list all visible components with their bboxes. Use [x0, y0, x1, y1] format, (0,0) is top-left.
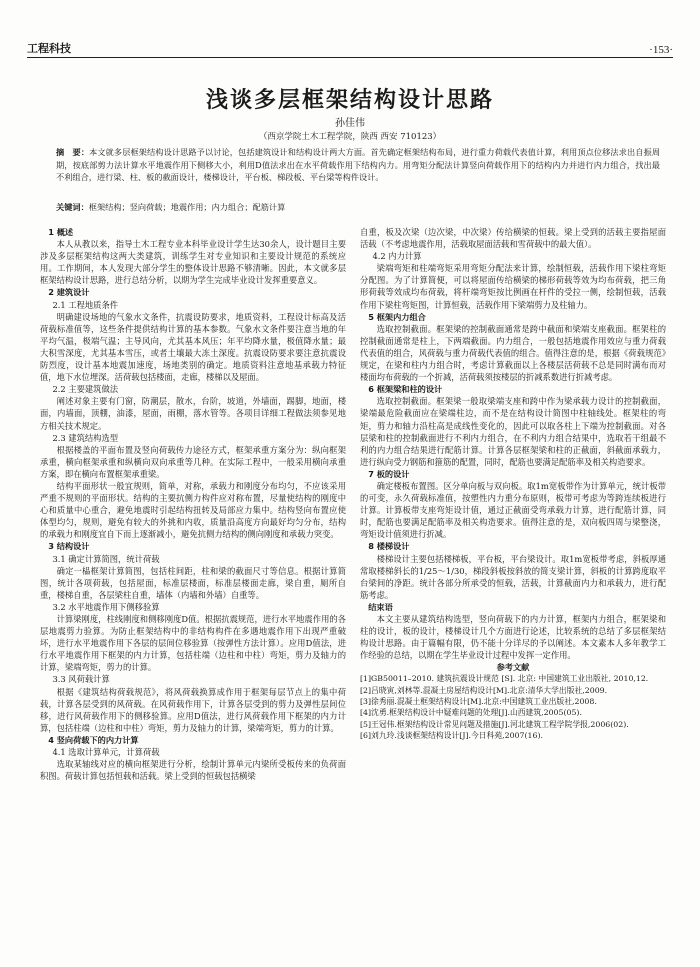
paragraph: 本文主要从建筑结构选型，竖向荷载下的内力计算，框架内力组合，框架梁和柱的设计，板的设计，楼梯设计几个方面进行论述，比较系统的总结了多层框架结构设计思路。由于篇幅有限，仍不能十分详尽的予以阐述。本文素本人多年教学工作经验的总结，以期在学生毕业设计过程中发挥一定作用。 [360, 614, 666, 661]
paragraph: 选取控制截面。框架梁的控制截面通常是跨中截面和梁端支座截面。框架柱的控制截面通常是柱上，下两端截面。内力组合，一般包括地震作用效应与重力荷载代表值的组合，风荷载与重力荷载代表值的组合。值得注意的是，根据《荷载规范》规定，在梁和柱内力组合时，考虑计算截面以上各楼层活荷载不总是同时满布而对楼面均布荷载的一个折减，活荷载须按楼层的折减系数进行折减考虑。 [360, 323, 666, 383]
abstract-label: 摘 要： [56, 147, 90, 157]
paragraph: 明确建设场地的气象水文条件，抗震设防要求，地质资料，工程设计标高及活荷载标准值等，这些条件提供结构计算的基本参数。气象水文条件要注意当地的年平均气温，极端气温；主导风向，尤其基本风压；年平均降水量，极值降水量；最大积雪深度，尤其基本雪压，或者土壤最大冻土深度。抗震设防要求要注意抗震设防烈度，设计基本地震加速度，场地类别的确定。地质资料注意地基承载力特征值，地下水位埋深。活荷载包括楼面，走廊，楼梯以及屋面。 [40, 311, 346, 383]
subsection-heading: 4.1 选取计算单元，计算荷载 [52, 747, 160, 758]
subsection-heading: 3.2 水平地震作用下侧移验算 [52, 601, 160, 612]
reference-item: [1]GB50011–2010. 建筑抗震设计规范 [S]. 北京: 中国建筑工业出版社, 2010,12. [360, 674, 649, 684]
section-heading: 4 竖向荷载下的内力计算 [48, 734, 139, 745]
subsection-heading: 2.2 主要建筑做法 [52, 384, 119, 395]
section-heading: 7 板的设计 [368, 468, 410, 479]
references-heading: 参考文献 [496, 662, 530, 673]
reference-item: [6]刘九玲.浅谈框架结构设计[J].今日科苑,2007(16). [360, 730, 543, 740]
running-header [27, 36, 673, 56]
journal-section-name: 工程科技 [27, 42, 71, 55]
abstract [56, 146, 660, 184]
paragraph: 阐述对象主要有门窗，防潮层，散水，台阶，坡道，外墙面，踢脚，地面，楼面，内墙面，顶棚，油漆，屋面，雨棚，落水管等。各项目详细工程做法须参见地方相关技术规定。 [40, 396, 346, 431]
paragraph: 计算梁刚度，柱线刚度和侧移刚度D值。根据抗震规范，进行水平地震作用的各层地震剪力验算。为防止框架结构中的非结构构件在多遇地震作用下出现严重破坏，进行水平地震作用下各层的层间位移验算（按弹性方法计算）。应用D值法，进行水平地震作用下框架的内力计算，包括柱端（边柱和中柱）弯矩，剪力及轴力的计算，梁端弯矩，剪力的计算。 [40, 614, 346, 673]
paragraph: 根据楼盖的平面布置及竖向荷载传力途径方式，框架承重方案分为：纵向框架承重，横向框架承重和纵横向双向承重等几种。在实际工程中，一般采用横向承重方案，即在横向布置框架承重梁。 [40, 444, 346, 479]
header-rule [27, 57, 673, 58]
paragraph: 本人从教以来，指导土木工程专业本科毕业设计学生达30余人，设计题目主要涉及多层框架结构这两大类建筑，训练学生对专业知识和主要设计规范的系统应用。工作期间，本人发现大部分学生的整体设计思路不够清晰。因此，本文就多层框架结构设计思路，进行总结分析，以期为学生完成毕业设计发挥重要意义。 [40, 239, 346, 286]
page-number: ·153· [649, 44, 673, 56]
reference-item: [5]王冠伟.框架结构设计常见问题及措施[J].河北建筑工程学院学报,2006(02). [360, 719, 629, 729]
reference-list [360, 673, 666, 741]
article-author: 孙佳伟 [335, 118, 365, 129]
article-title: 浅谈多层框架结构设计思路 [205, 88, 494, 113]
keywords-text: 框架结构；竖向荷载；地震作用；内力组合；配筋计算 [88, 202, 286, 212]
paragraph: 选取某轴线对应的横向框架进行分析，绘制计算单元内梁所受板传来的负荷面积图。荷载计算包括恒载和活载。梁上受到的恒载包括横梁 [40, 759, 346, 782]
subsection-heading: 2.1 工程地质条件 [52, 299, 119, 310]
abstract-text: 本文就多层框架结构设计思路予以讨论，包括建筑设计和结构设计两大方面。首先确定框架结构布局，进行重力荷载代表值计算，利用顶点位移法求出自振周期，按底部剪力法计算水平地震作用下侧移大小，利用D值法求出在水平荷载作用下结构内力。用弯矩分配法计算竖向荷载作用下的结构内力并进行内力组合，找出最不利组合，进行梁、柱、板的截面设计，楼梯设计，平台板、梯段板、平台梁等构件设计。 [56, 147, 660, 183]
section-heading: 3 结构设计 [48, 541, 90, 552]
reference-item: [4]沈勇.框架结构设计中疑难问题的处理[J].山西建筑,2005(05). [360, 708, 582, 718]
section-heading: 6 框架梁和柱的设计 [368, 384, 443, 395]
subsection-heading: 4.2 内力计算 [372, 251, 422, 262]
subsection-heading: 3.1 确定计算简图，统计荷载 [52, 553, 160, 564]
paragraph: 根据《建筑结构荷载规范》，将风荷载换算成作用于框架每层节点上的集中荷载，计算各层受到的风荷载。在风荷载作用下，计算各层受到的剪力及弹性层间位移，进行风荷载作用下的侧移验算。应用D值法，进行风荷载作用下框架的内力计算，包括柱端（边柱和中柱）弯矩，剪力及轴力的计算，梁端弯矩，剪力的计算。 [40, 686, 346, 733]
paragraph: 梁端弯矩和柱端弯矩采用弯矩分配法来计算，绘制恒载，活载作用下梁柱弯矩分配图。为了计算简便，可以将屋面传给横梁的梯形荷载等效为均布荷载，把三角形荷载等效成均布荷载，将杆端弯矩按比例画在杆件的受拉一侧，绘制恒载，活载作用下梁柱弯矩图，计算恒载，活载作用下梁端剪力及柱轴力。 [360, 263, 666, 310]
subsection-heading: 2.3 建筑结构选型 [52, 432, 119, 443]
paragraph: 自重，板及次梁（边次梁，中次梁）传给横梁的恒载。梁上受到的活载主要指屋面活载（不考虑地震作用，活载取屋面活载和雪荷载中的最大值）。 [360, 227, 666, 250]
keywords-label: 关键词： [56, 202, 89, 212]
section-heading: 1 概述 [48, 227, 74, 237]
conclusion-heading: 结束语 [368, 601, 393, 612]
paragraph: 结构平面形状一般宜规则，简单，对称，承载力和刚度分布均匀，不应该采用严重不规则的平面形状。结构的主要抗侧力构件应对称布置，尽量使结构的刚度中心和质量中心重合，避免地震时引起结构扭转及局部应力集中。结构竖向布置应使体型均匀，规则，避免有较大的外挑和内收，质量沿高度方向最好均匀分布，结构的承载力和刚度宜自下而上逐渐减小，避免抗侧力结构的侧向刚度和承载力突变。 [40, 480, 346, 540]
section-heading: 5 框架内力组合 [368, 311, 426, 322]
section-heading: 2 建筑设计 [48, 287, 90, 298]
section-heading: 8 楼梯设计 [368, 541, 410, 552]
paragraph: 确定一榀框架计算简图，包括柱间距，柱和梁的截面尺寸等信息。根据计算简图，统计各项荷载，包括屋面，标准层楼面，标准层楼面走廊，梁自重，厕所自重，楼梯自重，各层梁柱自重，墙体（内墙和外墙）自重等。 [40, 565, 346, 600]
paragraph: 选取控制截面。框架梁一般取梁端支座和跨中作为梁承载力设计的控制截面，梁端最危险截面应在梁端柱边，而不是在结构设计简图中柱轴线处。框架柱的弯矩，剪力和轴力沿柱高是成线性变化的，因此可以取各柱上下端为控制截面。对各层梁和柱的控制截面进行不利内力组合，在不利内力组合结果中，选取若干组最不利的内力组合结果进行配筋计算。计算各层框架梁和柱的正截面，斜截面承载力，进行纵向受力钢筋和箍筋的配置，同时，配筋也要满足配筋率及相关构造要求。 [360, 396, 666, 467]
reference-item: [3]徐秀丽.混凝土框架结构设计[M].北京:中国建筑工业出版社,2008. [360, 697, 597, 707]
right-column [360, 226, 666, 741]
paragraph: 楼梯设计主要包括楼梯板，平台板，平台梁设计。取1m宽板带考虑，斜板厚通常取楼梯斜长的1/25～1/30，梯段斜板按斜放的简支梁计算，斜板的计算跨度取平台梁间的净距。统计各部分所承受的恒载，活载，计算截面内力和承载力，进行配筋考虑。 [360, 553, 666, 600]
left-column [40, 226, 346, 782]
subsection-heading: 3.3 风荷载计算 [52, 674, 110, 685]
keywords [56, 202, 660, 213]
paragraph: 确定楼板布置图。区分单向板与双向板。取1m宽板带作为计算单元，统计板带的可变，永久荷载标准值，按塑性内力重分布原则，板带可考虑为等跨连续板进行计算。计算板带支座弯矩设计值，通过正截面受弯承载力计算，进行配筋计算，同时，配筋也要满足配筋率及相关构造要求。值得注意的是，双向板四周与梁整浇，弯矩设计值须进行折减。 [360, 480, 666, 540]
author-affiliation: （西京学院土木工程学院，陕西 西安 710123） [258, 132, 442, 142]
reference-item: [2]吕晓寅,刘林等.混凝土房屋结构设计[M].北京:清华大学出版社,2009. [360, 685, 608, 695]
